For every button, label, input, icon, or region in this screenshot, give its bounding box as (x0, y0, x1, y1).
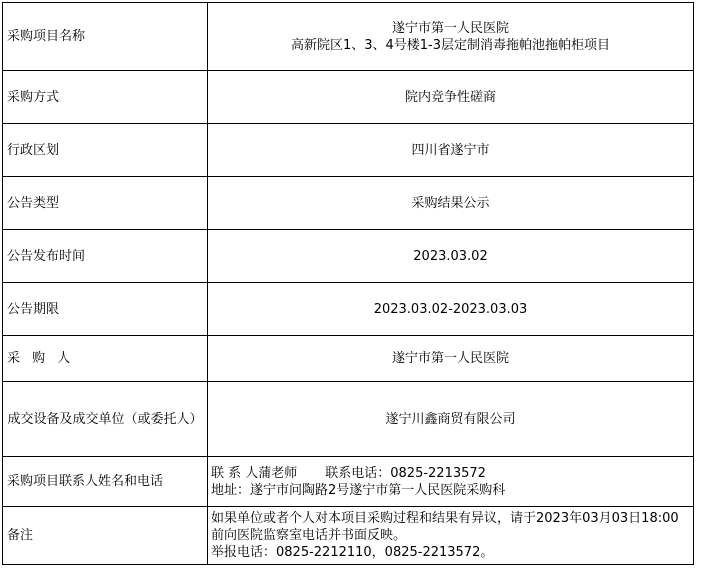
row-period (3, 283, 694, 336)
value-winner: 遂宁川鑫商贸有限公司 (208, 382, 694, 457)
project-name-line2: 高新院区1、3、4号楼1-3层定制消毒拖帕池拖帕柜项目 (290, 37, 611, 53)
procurement-result-table (2, 2, 694, 565)
label-project-name: 采购项目名称 (3, 3, 208, 71)
value-publish-time: 2023.03.02 (208, 230, 694, 283)
project-name-line1: 遂宁市第一人民医院 (391, 20, 509, 36)
label-type: 公告类型 (3, 177, 208, 230)
label-region: 行政区划 (3, 124, 208, 177)
label-publish-time: 公告发布时间 (3, 230, 208, 283)
label-contact: 采购项目联系人姓名和电话 (3, 457, 208, 507)
row-type (3, 177, 694, 230)
contact-line1 (211, 465, 689, 482)
row-method (3, 71, 694, 124)
value-type: 采购结果公示 (208, 177, 694, 230)
contact-phone: 联系电话：0825-2213572 (325, 465, 486, 481)
label-method: 采购方式 (3, 71, 208, 124)
label-purchaser: 采 购 人 (3, 336, 208, 382)
row-winner (3, 382, 694, 457)
contact-address: 地址：遂宁市问陶路2号遂宁市第一人民医院采购科 (211, 482, 506, 498)
value-contact (208, 457, 694, 507)
value-purchaser: 遂宁市第一人民医院 (208, 336, 694, 382)
label-winner: 成交设备及成交单位（或委托人） (3, 382, 208, 457)
contact-person: 联 系 人蒲老师 (211, 465, 298, 481)
row-region (3, 124, 694, 177)
label-period: 公告期限 (3, 283, 208, 336)
row-contact (3, 457, 694, 507)
row-remarks (3, 507, 694, 565)
value-project-name (208, 3, 694, 71)
row-purchaser (3, 336, 694, 382)
value-remarks (208, 507, 694, 565)
value-period: 2023.03.02-2023.03.03 (208, 283, 694, 336)
remarks-line2: 举报电话：0825-2212110，0825-2213572。 (211, 545, 494, 560)
row-publish-time (3, 230, 694, 283)
value-region: 四川省遂宁市 (208, 124, 694, 177)
remarks-line1: 如果单位或者个人对本项目采购过程和结果有异议，请于2023年03月03日18:00前向医院监察室电话并书面反映。 (211, 511, 679, 543)
value-method: 院内竞争性磋商 (208, 71, 694, 124)
row-project-name (3, 3, 694, 71)
label-remarks: 备注 (3, 507, 208, 565)
